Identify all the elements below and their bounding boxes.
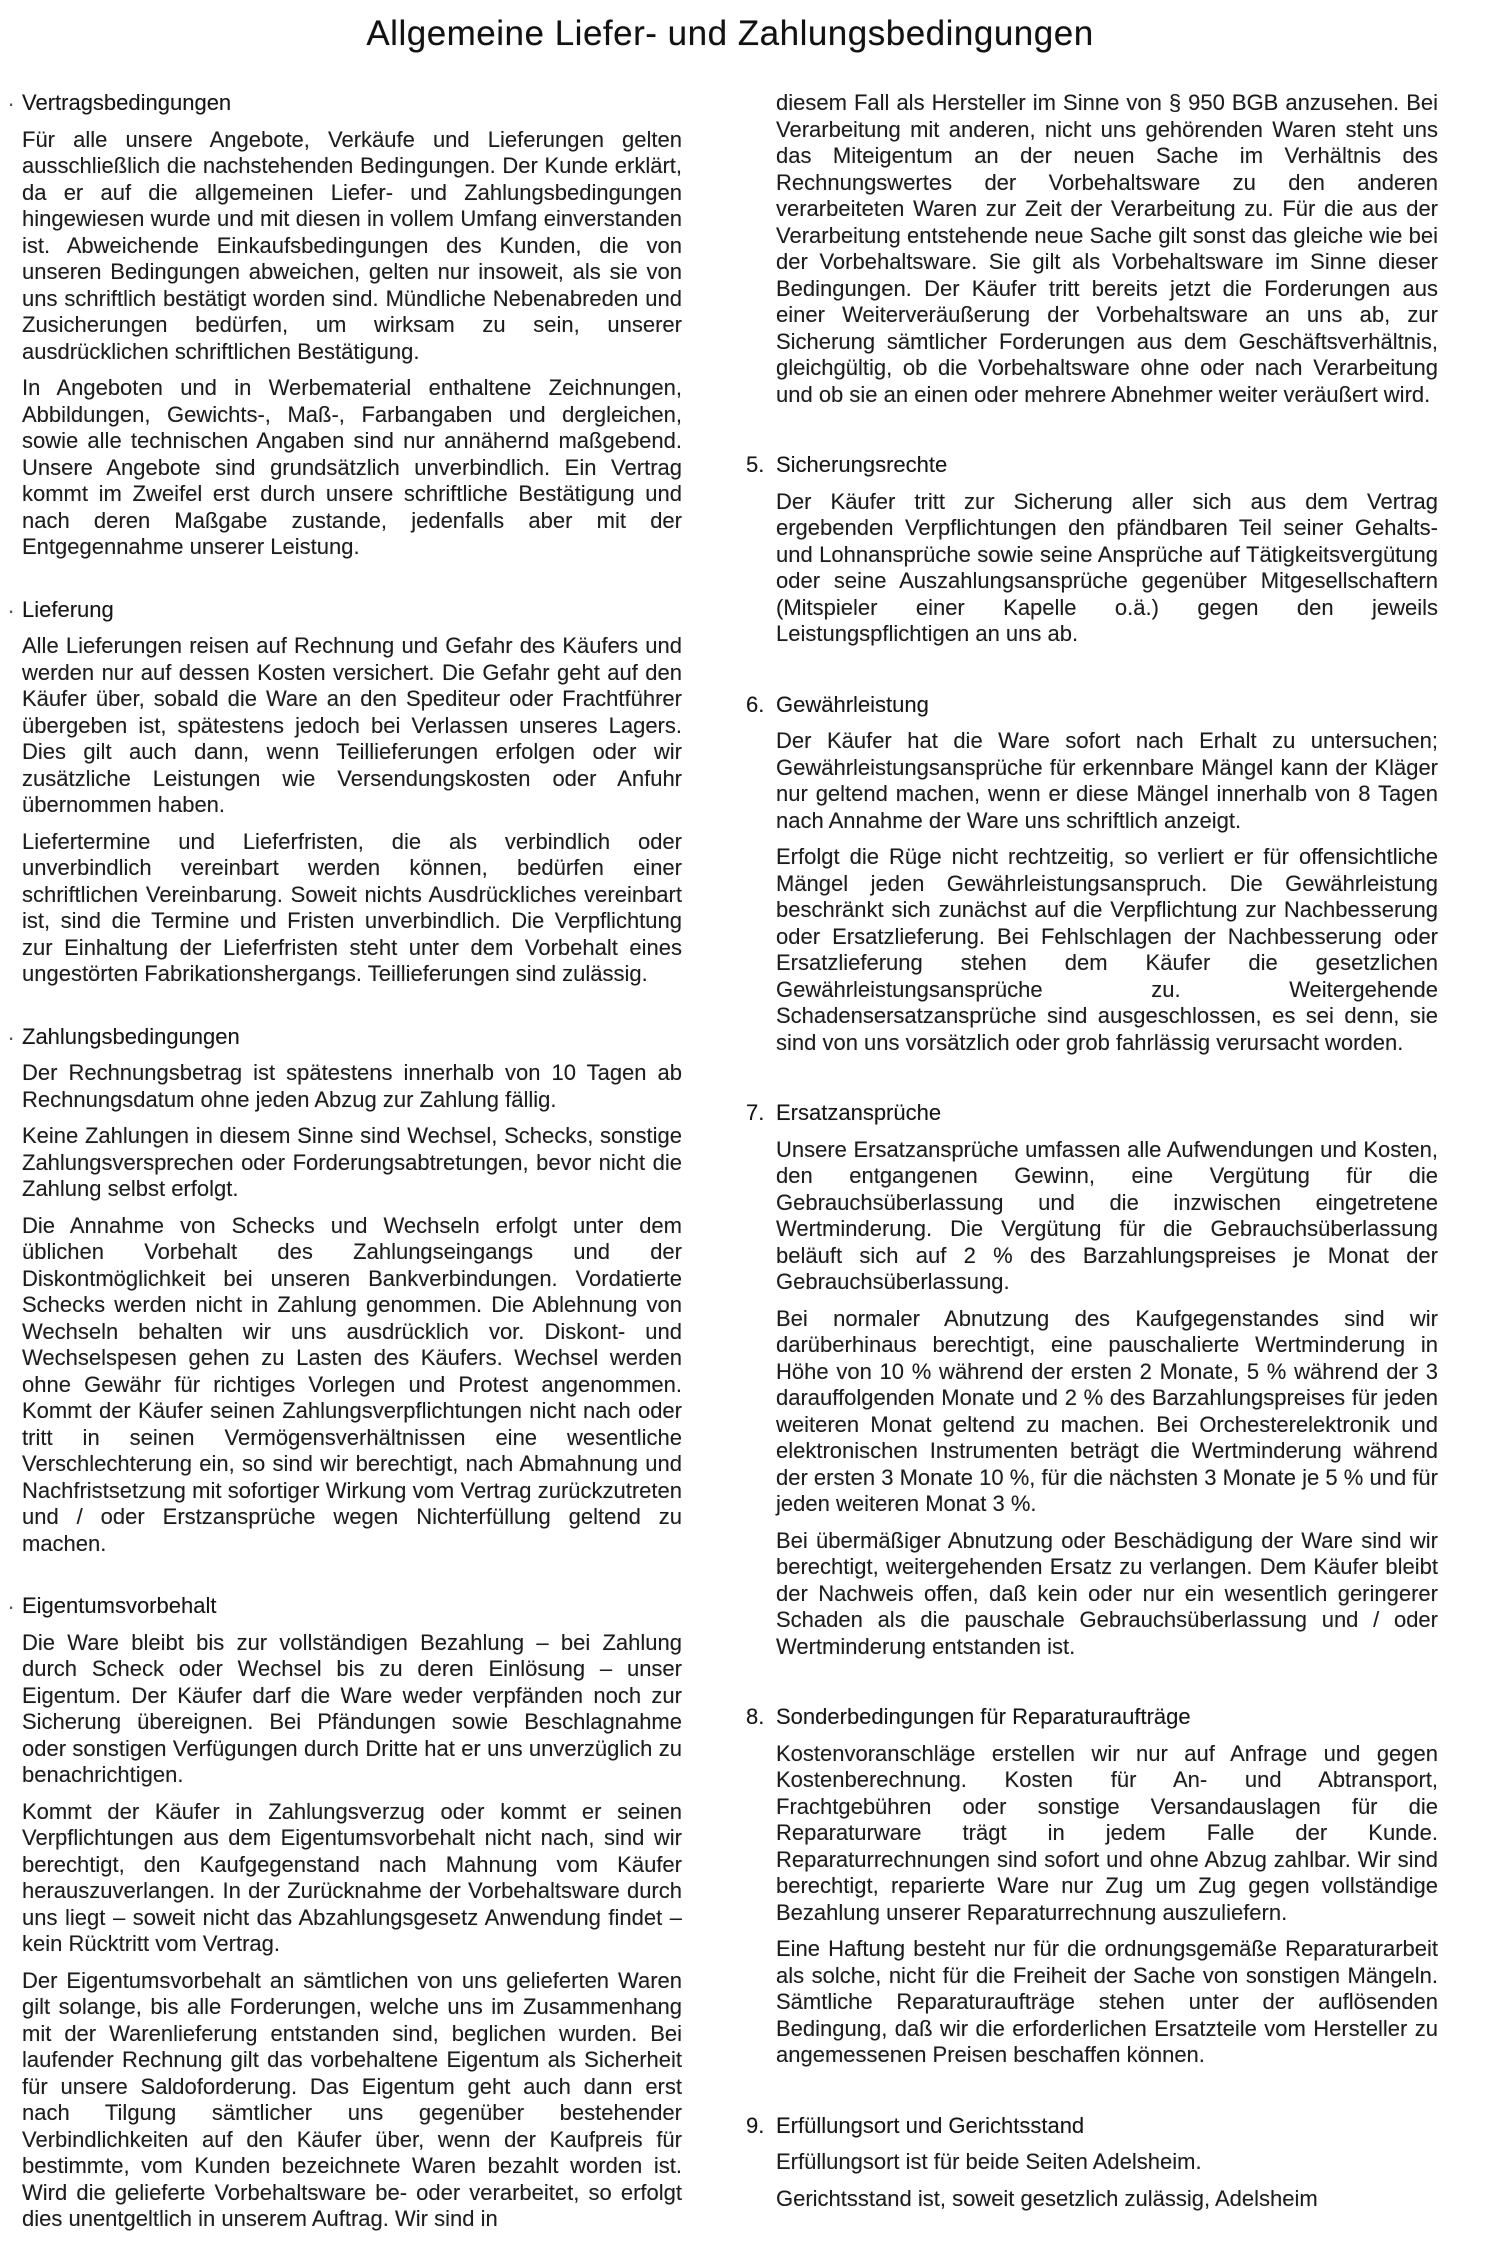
section-heading-text: Sicherungsrechte: [776, 452, 948, 477]
section-heading: [746, 692, 1438, 719]
section-number: 5.: [746, 452, 765, 477]
section-heading-text: Sonderbedingungen für Reparaturaufträge: [776, 1704, 1191, 1729]
paragraph: Kommt der Käufer in Zahlungsverzug oder kommt er seinen Verpflichtungen aus dem Eigentumsvorbehalt nicht nach, sind wir berechtigt, den Kaufgegenstand nach Mahnung vom Käufer herauszuverlangen. In der Zurücknahme der Vorbehaltsware durch uns liegt – soweit nicht das Abzahlungsgesetz Anwendung findet – kein Rücktritt vom Vertrag.: [22, 1798, 682, 1956]
section-number: 6.: [746, 691, 765, 717]
paragraph: Für alle unsere Angebote, Verkäufe und Lieferungen gelten ausschließlich die nachstehenden Bedingungen. Der Kunde erklärt, da er auf die allgemeinen Liefer- und Zahlungsbedingungen hingewiesen wurde und mit diesen in vollem Umfang einverstanden ist. Abweichende Einkaufsbedingungen des Kunden, die von unseren Bedingungen abweichen, gelten nur insoweit, als sie von uns schriftlich bestätigt worden sind. Mündliche Nebenabreden und Zusicherungen bedürfen, um wirksam zu sein, unserer ausdrücklichen schriftlichen Bestätigung.: [22, 126, 682, 364]
section: [746, 692, 1438, 1057]
document-title: Allgemeine Liefer- und Zahlungsbedingungen: [366, 14, 1094, 53]
section-heading: [8, 592, 682, 624]
section-heading: [8, 86, 682, 117]
paragraph: Kostenvoranschläge erstellen wir nur auf Anfrage und gegen Kostenberechnung. Kosten für An- und Abtransport, Frachtgebühren oder sonstige Versandauslagen für die Reparaturware trägt in jedem Falle der Kunde. Reparaturrechnungen sind sofort und ohne Abzug zahlbar. Wir sind berechtigt, reparierte Ware nur Zug um Zug gegen vollständige Bezahlung unserer Reparaturrechnung auszuliefern.: [776, 1740, 1438, 1925]
section-heading-text: Lieferung: [22, 596, 114, 622]
section: [8, 592, 682, 988]
section-heading: [746, 1100, 1438, 1127]
paragraph: Alle Lieferungen reisen auf Rechnung und Gefahr des Käufers und werden nur auf dessen Kosten versichert. Die Gefahr geht auf den Käufer über, sobald die Ware an den Spediteur oder Frachtführer übergeben ist, spätestens jedoch bei Verlassen unseres Lagers. Dies gilt auch dann, wenn Teillieferungen erfolgen oder wir zusätzliche Leistungen wie Versendungskosten oder Anfuhr übernommen haben.: [22, 633, 682, 817]
section-heading-text: Erfüllungsort und Gerichtsstand: [776, 2112, 1085, 2138]
section: [746, 2113, 1438, 2213]
section: [8, 1019, 682, 1558]
section: [746, 1704, 1438, 2069]
section-heading-text: Vertragsbedingungen: [22, 90, 232, 115]
section-heading-text: Eigentumsvorbehalt: [22, 1593, 217, 1618]
section-marker: .: [8, 1589, 15, 1614]
section-number: 7.: [746, 1100, 765, 1125]
right-column: [746, 90, 1438, 2212]
paragraph: diesem Fall als Hersteller im Sinne von § 950 BGB anzusehen. Bei Verarbeitung mit anderen, nicht uns gehörenden Waren steht uns das Miteigentum an der neuen Sache im Verhältnis des Rechnungswertes der Vorbehaltsware zu den anderen verarbeiteten Waren zur Zeit der Verarbeitung zu. Für die aus der Verarbeitung entstehende neue Sache gilt sonst das gleiche wie bei der Vorbehaltsware. Sie gilt als Vorbehaltsware im Sinne dieser Bedingungen. Der Käufer tritt bereits jetzt die Forderungen aus einer Weiterveräußerung der Vorbehaltsware an uns ab, zur Sicherung sämtlicher Forderungen aus dem Geschäftsverhältnis, gleichgültig, ob die Vorbehaltsware ohne oder nach Verarbeitung und ob sie an einen oder mehrere Abnehmer weiter veräußert wird.: [776, 90, 1438, 407]
section-marker: .: [8, 592, 15, 618]
section-heading-text: Zahlungsbedingungen: [22, 1023, 240, 1049]
section-heading: [746, 1704, 1438, 1731]
section-heading: [8, 1019, 682, 1051]
section-heading-text: Gewährleistung: [776, 691, 929, 717]
paragraph: Liefertermine und Lieferfristen, die als verbindlich oder unverbindlich vereinbart werden können, bedürfen einer schriftlichen Vereinbarung. Soweit nichts Ausdrückliches vereinbart ist, sind die Termine und Fristen unverbindlich. Die Verpflichtung zur Einhaltung der Lieferfristen steht unter dem Vorbehalt eines ungestörten Fabrikationshergangs. Teillieferungen sind zulässig.: [22, 828, 682, 986]
paragraph: Der Käufer hat die Ware sofort nach Erhalt zu untersuchen; Gewährleistungsansprüche für erkennbare Mängel kann der Kläger nur geltend machen, wenn er diese Mängel innerhalb von 8 Tagen nach Annahme der Ware uns schriftlich anzeigt.: [776, 728, 1438, 833]
section-heading: [8, 1589, 682, 1620]
paragraph: In Angeboten und in Werbematerial enthaltene Zeichnungen, Abbildungen, Gewichts-, Maß-, Farbangaben und dergleichen, sowie alle technischen Angaben sind nur annähernd maßgebend. Unsere Angebote sind grundsätzlich unverbindlich. Ein Vertrag kommt im Zweifel erst durch unsere schriftliche Bestätigung und nach deren Maßgabe zustande, jedenfalls aber mit der Entgegennahme unserer Leistung.: [22, 375, 682, 559]
paragraph: Erfolgt die Rüge nicht rechtzeitig, so verliert er für offensichtliche Mängel jeden Gewährleistungsanspruch. Die Gewährleistung beschränkt sich zunächst auf die Verpflichtung zur Nachbesserung oder Ersatzlieferung. Bei Fehlschlagen der Nachbesserung oder Ersatzlieferung stehen dem Käufer die gesetzlichen Gewährleistungsansprüche zu. Weitergehende Schadensersatzansprüche sind ausgeschlossen, es sei denn, sie sind von uns vorsätzlich oder grob fahrlässig verursacht worden.: [776, 844, 1438, 1055]
section-number: 8.: [746, 1704, 765, 1729]
section-marker: .: [8, 86, 15, 111]
paragraph: Bei normaler Abnutzung des Kaufgegenstandes sind wir darüberhinaus berechtigt, eine pauschalierte Wertminderung in Höhe von 10 % während der ersten 2 Monate, 5 % während der 3 darauffolgenden Monate und 2 % des Barzahlungspreises für jeden weiteren Monat geltend zu machen. Bei Orchesterelektronik und elektronischen Instrumenten beträgt die Wertminderung während der ersten 3 Monate 10 %, für die nächsten 3 Monate je 5 % und für jeden weiteren Monat 3 %.: [776, 1305, 1438, 1516]
section-heading: [746, 452, 1438, 479]
paragraph: Keine Zahlungen in diesem Sinne sind Wechsel, Schecks, sonstige Zahlungsversprechen oder Forderungsabtretungen, bevor nicht die Zahlung selbst erfolgt.: [22, 1123, 682, 1201]
paragraph: Die Ware bleibt bis zur vollständigen Bezahlung – bei Zahlung durch Scheck oder Wechsel bis zu deren Einlösung – unser Eigentum. Der Käufer darf die Ware weder verpfänden noch zur Sicherung übereignen. Bei Pfändungen sowie Beschlagnahme oder sonstigen Verfügungen durch Dritte hat er uns unverzüglich zu benachrichtigen.: [22, 1629, 682, 1787]
section-marker: .: [8, 1019, 15, 1045]
section: [8, 86, 682, 561]
paragraph: Eine Haftung besteht nur für die ordnungsgemäße Reparaturarbeit als solche, nicht für die Freiheit der Sache von sonstigen Mängeln. Sämtliche Reparaturaufträge stehen unter der auflösenden Bedingung, daß wir die erforderlichen Ersatzteile vom Hersteller zu angemessenen Preisen beschaffen können.: [776, 1936, 1438, 2067]
section: [746, 452, 1438, 648]
paragraph: Der Eigentumsvorbehalt an sämtlichen von uns gelieferten Waren gilt solange, bis alle Forderungen, welche uns im Zusammenhang mit der Warenlieferung entstanden sind, beglichen wurden. Bei laufender Rechnung gilt das vorbehaltene Eigentum als Sicherheit für unsere Saldoforderung. Das Eigentum geht auch dann erst nach Tilgung sämtlicher uns gegenüber bestehender Verbindlichkeiten auf den Käufer über, wenn der Kaufpreis für bestimmte, vom Kunden bezeichnete Waren bezahlt worden ist. Wird die gelieferte Vorbehaltsware be- oder verarbeitet, so erfolgt dies unentgeltlich in unserem Auftrag. Wir sind in: [22, 1967, 682, 2231]
left-column: [8, 86, 682, 2233]
paragraph: Erfüllungsort ist für beide Seiten Adelsheim.: [776, 2149, 1202, 2174]
paragraph: Der Rechnungsbetrag ist spätestens innerhalb von 10 Tagen ab Rechnungsdatum ohne jeden Abzug zur Zahlung fällig.: [22, 1060, 682, 1112]
section-heading: [746, 2113, 1438, 2140]
section-number: 9.: [746, 2112, 765, 2138]
section: [746, 1100, 1438, 1660]
paragraph: Die Annahme von Schecks und Wechseln erfolgt unter dem üblichen Vorbehalt des Zahlungseingangs und der Diskontmöglichkeit bei unseren Bankverbindungen. Vordatierte Schecks werden nicht in Zahlung genommen. Die Ablehnung von Wechseln behalten wir uns ausdrücklich vor. Diskont- und Wechselspesen gehen zu Lasten des Käufers. Wechsel werden ohne Gewähr für richtiges Vorlegen und Protest angenommen. Kommt der Käufer seinen Zahlungsverpflichtungen nicht nach oder tritt in seinen Vermögensverhältnissen eine wesentliche Verschlechterung ein, so sind wir berechtigt, nach Abmahnung und Nachfristsetzung mit sofortiger Wirkung vom Vertrag zurückzutreten und / oder Erstzansprüche wegen Nichterfüllung geltend zu machen.: [22, 1212, 682, 1556]
section-heading-text: Ersatzansprüche: [776, 1100, 942, 1125]
paragraph: Unsere Ersatzansprüche umfassen alle Aufwendungen und Kosten, den entgangenen Gewinn, eine Vergütung für die Gebrauchsüberlassung und die inzwischen eingetretene Wertminderung. Die Vergütung für die Gebrauchsüberlassung beläuft sich auf 2 % des Barzahlungspreises je Monat der Gebrauchsüberlassung.: [776, 1136, 1438, 1294]
paragraph: Der Käufer tritt zur Sicherung aller sich aus dem Vertrag ergebenden Verpflichtungen den pfändbaren Teil seiner Gehalts- und Lohnansprüche sowie seine Ansprüche auf Tätigkeitsvergütung oder seine Auszahlungsansprüche gegenüber Mitgesellschaftern (Mitspieler einer Kapelle o.ä.) gegen den jeweils Leistungspflichtigen an uns ab.: [776, 488, 1438, 646]
paragraph: Bei übermäßiger Abnutzung oder Beschädigung der Ware sind wir berechtigt, weitergehenden Ersatz zu verlangen. Dem Käufer bleibt der Nachweis offen, daß kein oder nur ein wesentlich geringerer Schaden als die pauschale Gebrauchsüberlassung und / oder Wertminderung entstanden ist.: [776, 1527, 1438, 1659]
columns: [8, 86, 1438, 2233]
paragraph: Gerichtsstand ist, soweit gesetzlich zulässig, Adelsheim: [776, 2185, 1318, 2211]
section: [8, 1589, 682, 2233]
